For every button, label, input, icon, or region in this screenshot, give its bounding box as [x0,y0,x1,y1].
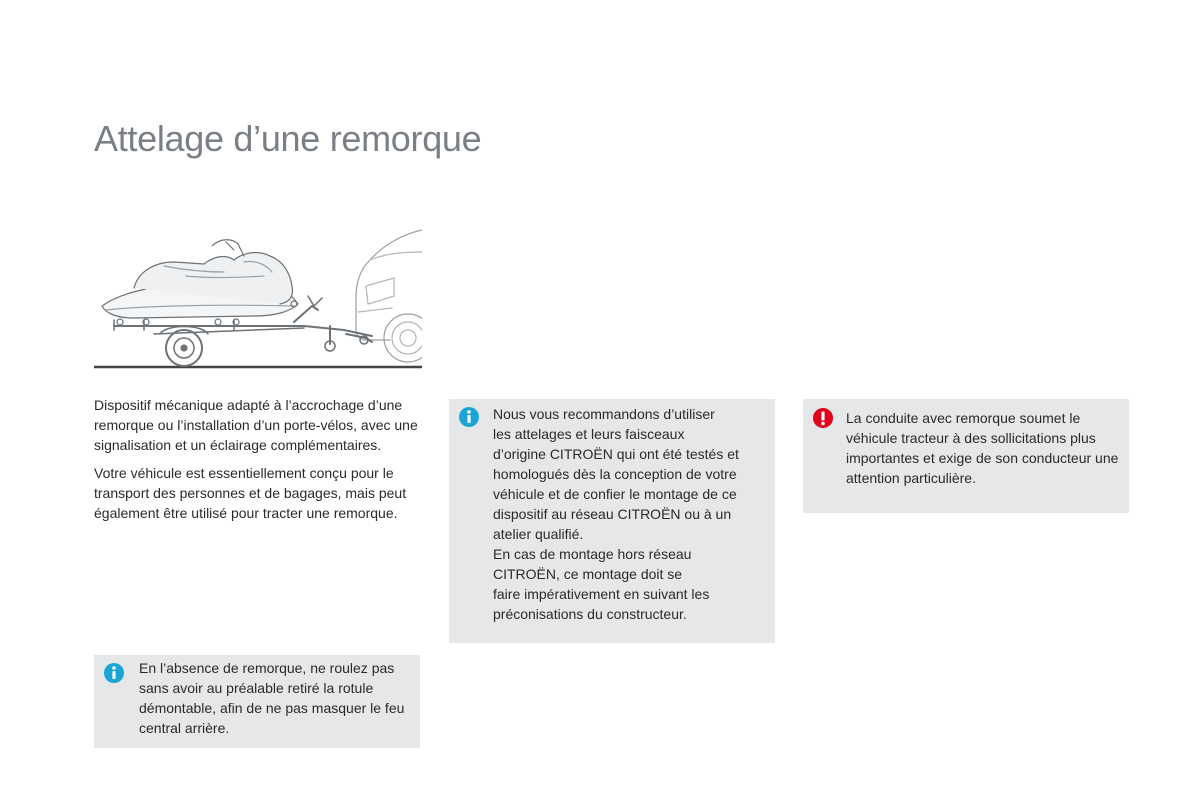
info-box-tow-ball [94,655,420,748]
page-title: Attelage d’une remorque [94,118,482,159]
info-box-recommendation [449,399,775,643]
trailer-illustration [94,226,422,371]
warning-icon [812,407,834,429]
info-icon [103,662,125,684]
intro-text [94,395,422,531]
intro-paragraph-2: Votre véhicule est essentiellement conçu pour le transport des personnes et de bagages, mais peut également être utilisé pour tracter une remorque. [94,465,407,521]
intro-paragraph-1: Dispositif mécanique adapté à l’accrochage d’une remorque ou l’installation d’un porte-vélos, avec une signalisation et un éclairage complémentaires. [94,397,418,453]
info-box-tow-ball-text: En l’absence de remorque, ne roulez pas sans avoir au préalable retiré la rotule démontable, afin de ne pas masquer le feu central arrière. [139,660,405,736]
warning-box [803,399,1129,513]
info-box-recommendation-text: Nous vous recommandons d’utiliser les attelages et leurs faisceaux d’origine CITROËN qui ont été testés et homologués dès la conception de votre véhicule et de confier le montage de ce dispositif au réseau CITROËN ou à un atelier qualifié. En cas de montage hors réseau CITROËN, ce montage doit se faire impérativement en suivant les préconisations du constructeur. [493,406,739,622]
warning-box-text: La conduite avec remorque soumet le véhicule tracteur à des sollicitations plus importantes et exige de son conducteur une attention particulière. [846,410,1119,486]
info-icon [458,406,480,428]
